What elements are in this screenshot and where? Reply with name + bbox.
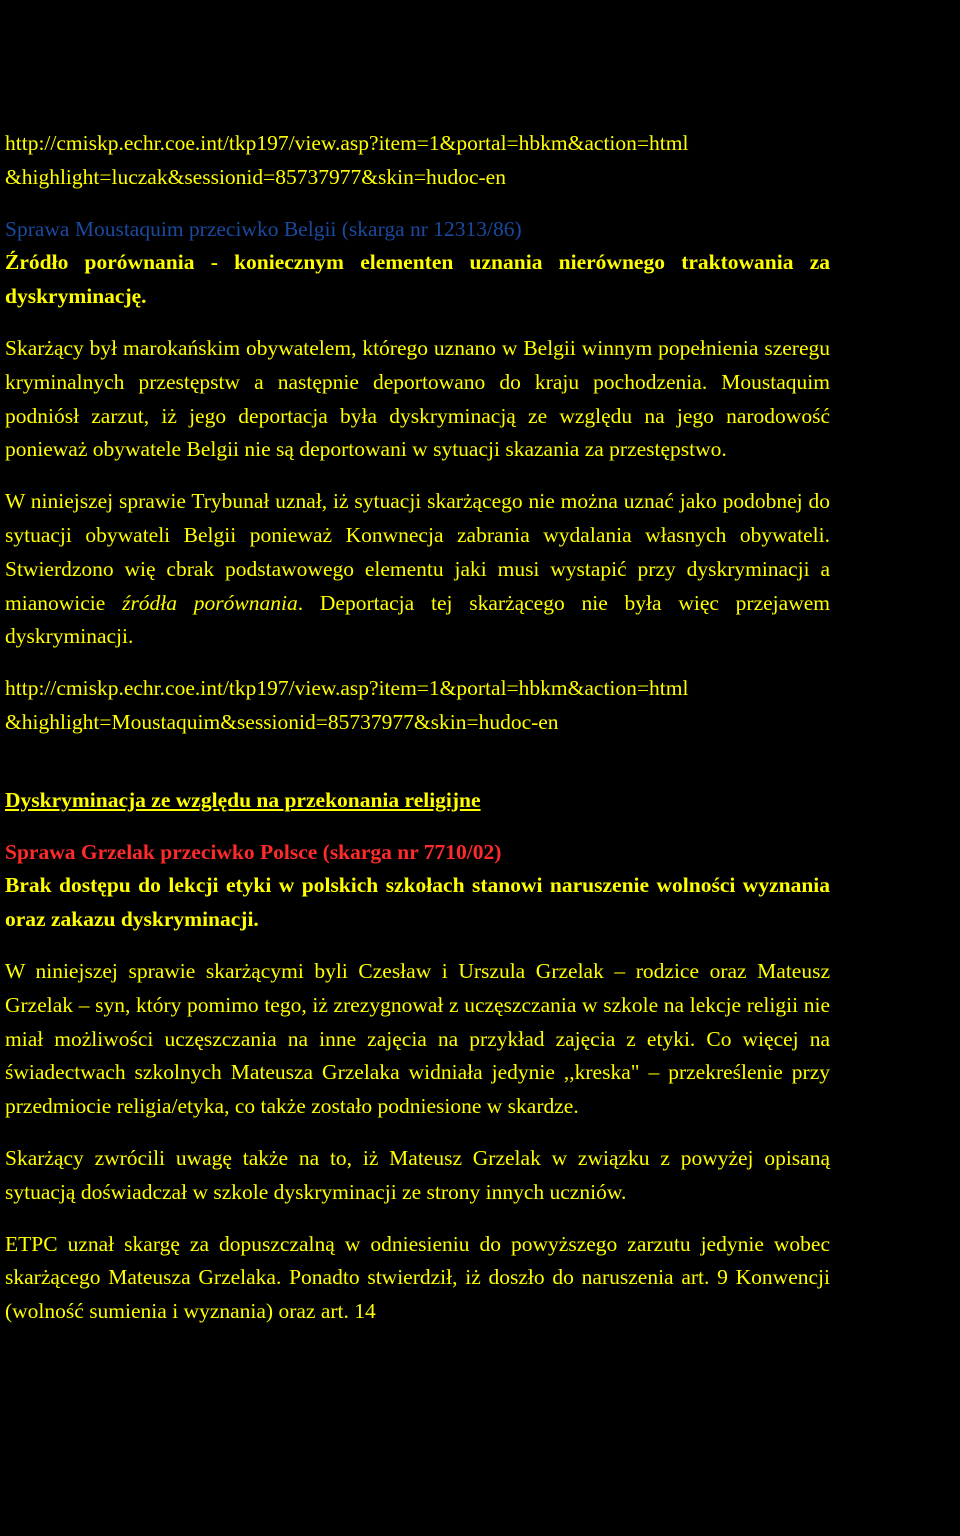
paragraph-text: . Deportacja tej skarżącego nie była więc przejawem dyskryminacji. (5, 590, 830, 649)
hudoc-link-luczak-line1[interactable]: http://cmiskp.echr.coe.int/tkp197/view.asp?item=1&portal=hbkm&action=html (5, 131, 689, 155)
spacer (5, 654, 830, 672)
spacer (5, 467, 830, 485)
paragraph-moustaquim-facts: Skarżący był marokańskim obywatelem, którego uznano w Belgii winnym popełnienia szeregu kryminalnych przestępstw a następnie deportowano do kraju pochodzenia. Moustaquim podniósł zarzut, iż jego deportacja była dyskryminacją ze względu na jego narodowość ponieważ obywatele Belgii nie są deportowani w sytuacji skazania za przestępstwo. (5, 335, 830, 462)
spacer (5, 314, 830, 332)
thesis-grzelak: Brak dostępu do lekcji etyki w polskich szkołach stanowi naruszenie wolności wyznania oraz zakazu dyskryminacji. (5, 873, 830, 932)
spacer (5, 1210, 830, 1228)
paragraph-grzelak-ruling: ETPC uznał skargę za dopuszczalną w odniesieniu do powyższego zarzutu jedynie wobec skarżącego Mateusza Grzelaka. Ponadto stwierdził, iż doszło do naruszenia art. 9 Konwencji (wolność sumienia i wyznania) oraz art. 14 (5, 1231, 830, 1324)
case-title-grzelak: Sprawa Grzelak przeciwko Polsce (skarga nr 7710/02) (5, 839, 502, 864)
hudoc-link-moustaquim-line1[interactable]: http://cmiskp.echr.coe.int/tkp197/view.asp?item=1&portal=hbkm&action=html (5, 676, 689, 701)
spacer (5, 937, 830, 955)
case-title-moustaquim: Sprawa Moustaquim przeciwko Belgii (skarga nr 12313/86) (5, 216, 522, 241)
thesis-moustaquim: Źródło porównania - koniecznym elementen uznania nierównego traktowania za dyskryminację. (5, 250, 830, 309)
paragraph-grzelak-complaint: Skarżący zwrócili uwagę także na to, iż Mateusz Grzelak w związku z powyżej opisaną sytuacją doświadczał w szkole dyskryminacji ze strony innych uczniów. (5, 1145, 830, 1204)
spacer (5, 195, 830, 213)
hudoc-link-moustaquim-line2[interactable]: &highlight=Moustaquim&sessionid=85737977&skin=hudoc-en (5, 709, 559, 734)
paragraph-text: W niniejszej sprawie Trybunał uznał, iż sytuacji skarżącego nie można uznać jako podobnej do sytuacji obywateli Belgii ponieważ Konwnecja zabrania wydalania własnych obywateli. Stwierdzono wię cbrak podstawowego elementu jaki musi wystapić przy dyskryminacji a mianowicie (5, 489, 830, 615)
paragraph-grzelak-facts: W niniejszej sprawie skarżącymi byli Czesław i Urszula Grzelak – rodzice oraz Mateusz Grzelak – syn, który pomimo tego, iż zrezygnował z uczęszczania w szkole na lekcje religii nie miał możliwości uczęszczania na inne zajęcia na przykład zajęcia z etyki. Co więcej na świadectwach szkolnych Mateusza Grzelaka widniała jedynie ,,kreska" – przekreślenie przy przedmiocie religia/etyka, co także zostało podniesione w skardze. (5, 958, 830, 1119)
hudoc-link-luczak-line2[interactable]: &highlight=luczak&sessionid=85737977&skin=hudoc-en (5, 164, 506, 189)
paragraph-moustaquim-ruling (5, 485, 830, 654)
spacer (5, 740, 830, 784)
document-page (5, 127, 830, 1329)
emphasis-text: źródła porównania (122, 590, 298, 615)
section-heading-religion: Dyskryminacja ze względu na przekonania religijne (5, 787, 481, 812)
spacer (5, 818, 830, 836)
spacer (5, 1124, 830, 1142)
